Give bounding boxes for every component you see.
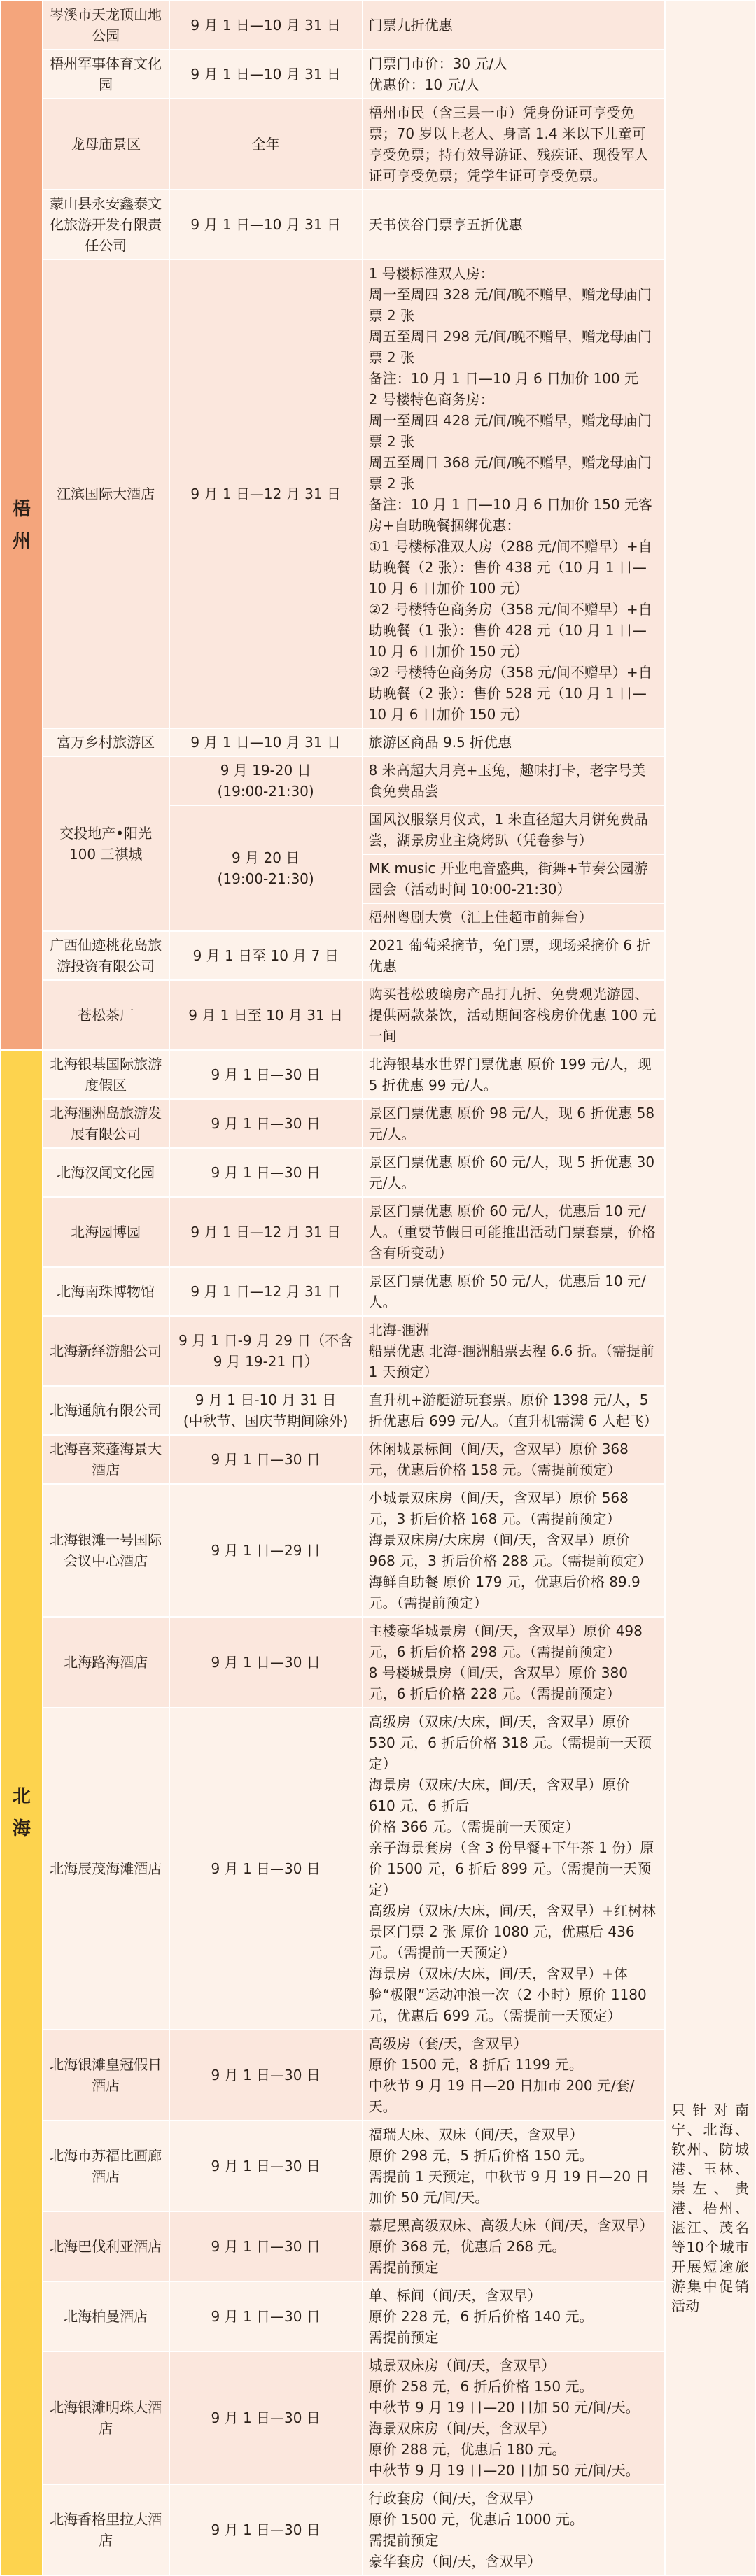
promo-offer: 直升机+游艇游玩套票。原价 1398 元/人，5 折优惠后 699 元/人。（直升机需满 6 人起飞） — [363, 1386, 665, 1435]
promo-offer: 城景双床房（间/天，含双早） 原价 258 元，6 折后价格 150 元。 中秋节 9 月 19 日—20 日加 50 元/间/天。 海景双床房（间/天，含双早） 原价 288 元，优惠后 180 元。 中秋节 9 月 19 日—20 日加 50 元/间/天。 — [363, 2351, 665, 2484]
promo-offer: 购买苍松玻璃房产品打九折、免费观光游园、提供两款茶饮，活动期间客栈房价优惠 100 元一间 — [363, 980, 665, 1050]
promo-offer: 小城景双床房（间/天，含双早）原价 568 元，3 折后价格 168 元。（需提前预定） 海景双床房/大床房（间/天，含双早）原价 968 元，3 折后价格 288 元。（需提前预定） 海鲜自助餐 原价 179 元，优惠后价格 89.9 元。（需提前预定） — [363, 1484, 665, 1617]
promo-offer: 景区门票优惠 原价 60 元/人，现 5 折优惠 30 元/人。 — [363, 1148, 665, 1197]
promo-date: 9 月 1 日-10 月 31 日 (中秋节、国庆节期间除外) — [169, 1386, 363, 1435]
promo-offer: 高级房（双床/大床，间/天，含双早）原价 530 元，6 折后价格 318 元。（需提前一天预定） 海景房（双床/大床，间/天，含双早）原价 610 元，6 折后 价格 366 元。（需提前一天预定） 亲子海景套房（含 3 份早餐+下午茶 1 份）原价 1500 元，6 折后 899 元。（需提前一天预定） 高级房（双床/大床，间/天，含双早）+红树林景区门票 2 张 原价 1080 元，优惠后 436 元。（需提前一天预定） 海景房（双床/大床，间/天，含双早）+体验“极限”运动冲浪一次（2 小时）原价 1180 元，优惠后 699 元。（需提前一天预定） — [363, 1708, 665, 2030]
promo-offer: 门票九折优惠 — [363, 1, 665, 50]
venue-name: 富万乡村旅游区 — [43, 728, 169, 756]
table-row — [1, 2351, 755, 2484]
promo-offer: 旅游区商品 9.5 折优惠 — [363, 728, 665, 756]
table-row — [1, 1050, 755, 1099]
promo-offer: 景区门票优惠 原价 60 元/人，优惠后 10 元/人。（重要节假日可能推出活动门票套票，价格含有所变动） — [363, 1197, 665, 1267]
venue-name: 北海涠洲岛旅游发展有限公司 — [43, 1099, 169, 1148]
promo-note: 只针对南宁、北海、钦州、防城港、玉林、崇左、贵港、梧州、湛江、茂名等10个城市开展短途旅游集中促销活动 — [665, 1, 755, 2575]
table-row — [1, 50, 755, 99]
promo-date: 9 月 20 日 (19:00-21:30) — [169, 805, 363, 931]
promo-date: 9 月 1 日-9 月 29 日（不含 9 月 19-21 日） — [169, 1316, 363, 1386]
table-row — [1, 2030, 755, 2121]
table-row — [1, 1435, 755, 1484]
promo-offer: 1 号楼标准双人房： 周一至周四 328 元/间/晚不赠早，赠龙母庙门票 2 张 周五至周日 298 元/间/晚不赠早，赠龙母庙门票 2 张 备注：10 月 1 日—10 月 6 日加价 100 元 2 号楼特色商务房： 周一至周四 428 元/间/晚不赠早，赠龙母庙门票 2 张 周五至周日 368 元/间/晚不赠早，赠龙母庙门票 2 张 备注：10 月 1 日—10 月 6 日加价 150 元客房+自助晚餐捆绑优惠： ①1 号楼标准双人房（288 元/间不赠早）+自助晚餐（2 张）：售价 438 元（10 月 1 日—10 月 6 日加价 100 元） ②2 号楼特色商务房（358 元/间不赠早）+自助晚餐（1 张）：售价 428 元（10 月 1 日—10 月 6 日加价 150 元） ③2 号楼特色商务房（358 元/间不赠早）+自助晚餐（2 张）：售价 528 元（10 月 1 日—10 月 6 日加价 150 元） — [363, 260, 665, 728]
region-label-wuzhou: 梧州 — [1, 1, 43, 1050]
promo-offer: 梧州粤剧大赏（汇上佳超市前舞台） — [363, 903, 665, 931]
table-row — [1, 99, 755, 190]
table-row — [1, 1197, 755, 1267]
promo-offer: 景区门票优惠 原价 98 元/人，现 6 折优惠 58 元/人。 — [363, 1099, 665, 1148]
table-row — [1, 2281, 755, 2351]
venue-name: 北海柏曼酒店 — [43, 2281, 169, 2351]
venue-name: 北海香格里拉大酒店 — [43, 2484, 169, 2575]
promo-date: 9 月 1 日—30 日 — [169, 1435, 363, 1484]
promo-offer: 行政套房（间/天，含双早） 原价 1500 元，优惠后 1000 元。 需提前预定 豪华套房（间/天，含双早） — [363, 2484, 665, 2575]
venue-name: 北海巴伐利亚酒店 — [43, 2211, 169, 2281]
venue-name: 北海市苏福比画廊酒店 — [43, 2121, 169, 2211]
promo-offer: 8 米高超大月亮+玉兔，趣味打卡，老字号美食免费品尝 — [363, 756, 665, 805]
promo-date: 9 月 1 日—30 日 — [169, 2351, 363, 2484]
table-row — [1, 2484, 755, 2575]
promo-date: 9 月 1 日至 10 月 31 日 — [169, 980, 363, 1050]
venue-name: 苍松茶厂 — [43, 980, 169, 1050]
promo-date: 9 月 1 日—30 日 — [169, 1708, 363, 2030]
promo-offer: 门票门市价：30 元/人 优惠价：10 元/人 — [363, 50, 665, 99]
venue-name: 北海汉闻文化园 — [43, 1148, 169, 1197]
venue-name: 岑溪市天龙顶山地公园 — [43, 1, 169, 50]
promo-offer: 天书侠谷门票享五折优惠 — [363, 190, 665, 260]
table-row — [1, 1617, 755, 1708]
promo-date: 9 月 1 日—30 日 — [169, 1148, 363, 1197]
promo-date: 9 月 1 日至 10 月 7 日 — [169, 931, 363, 980]
promo-date: 9 月 1 日—30 日 — [169, 2211, 363, 2281]
table-row — [1, 1099, 755, 1148]
promo-offer: 主楼豪华城景房（间/天，含双早）原价 498 元，6 折后价格 298 元。（需提前预定） 8 号楼城景房（间/天，含双早）原价 380 元，6 折后价格 228 元。（需提前预定） — [363, 1617, 665, 1708]
promo-date: 9 月 1 日—30 日 — [169, 2121, 363, 2211]
venue-name: 北海通航有限公司 — [43, 1386, 169, 1435]
venue-name: 江滨国际大酒店 — [43, 260, 169, 728]
venue-name: 北海辰茂海滩酒店 — [43, 1708, 169, 2030]
venue-name: 北海喜莱蓬海景大酒店 — [43, 1435, 169, 1484]
table-row — [1, 1148, 755, 1197]
promo-date: 全年 — [169, 99, 363, 190]
venue-name: 龙母庙景区 — [43, 99, 169, 190]
table-row — [1, 1708, 755, 2030]
promo-offer: 北海-涠洲 船票优惠 北海-涠洲船票去程 6.6 折。（需提前 1 天预定） — [363, 1316, 665, 1386]
table-row — [1, 980, 755, 1050]
table-row — [1, 1, 755, 50]
table-row — [1, 1484, 755, 1617]
venue-name: 北海路海酒店 — [43, 1617, 169, 1708]
promo-offer: 国风汉服祭月仪式，1 米直径超大月饼免费品尝，湖景房业主烧烤趴（凭卷参与） — [363, 805, 665, 854]
promo-date: 9 月 1 日—10 月 31 日 — [169, 50, 363, 99]
table-row — [1, 1267, 755, 1316]
promo-date: 9 月 1 日—12 月 31 日 — [169, 1267, 363, 1316]
table-row — [1, 2211, 755, 2281]
venue-name: 梧州军事体育文化园 — [43, 50, 169, 99]
table-row — [1, 756, 755, 805]
venue-name: 北海银滩一号国际会议中心酒店 — [43, 1484, 169, 1617]
table-row — [1, 931, 755, 980]
table-row — [1, 1386, 755, 1435]
table-row — [1, 2121, 755, 2211]
promo-date: 9 月 1 日—30 日 — [169, 2281, 363, 2351]
promo-offer: 景区门票优惠 原价 50 元/人，优惠后 10 元/人。 — [363, 1267, 665, 1316]
promo-offer: 福瑞大床、双床（间/天，含双早） 原价 298 元，5 折后价格 150 元。 需提前 1 天预定，中秋节 9 月 19 日—20 日加价 50 元/间/天。 — [363, 2121, 665, 2211]
promo-offer: 单、标间（间/天，含双早） 原价 228 元，6 折后价格 140 元。 需提前预定 — [363, 2281, 665, 2351]
promo-offer: 梧州市民（含三县一市）凭身份证可享受免票；70 岁以上老人、身高 1.4 米以下儿童可享受免票；持有效导游证、残疾证、现役军人证可享受免票；凭学生证可享受免票。 — [363, 99, 665, 190]
venue-name: 北海银滩皇冠假日酒店 — [43, 2030, 169, 2121]
venue-name: 广西仙迹桃花岛旅游投资有限公司 — [43, 931, 169, 980]
table-row — [1, 728, 755, 756]
venue-name: 蒙山县永安鑫泰文化旅游开发有限责任公司 — [43, 190, 169, 260]
promo-date: 9 月 1 日—30 日 — [169, 1099, 363, 1148]
promo-date: 9 月 1 日—30 日 — [169, 1617, 363, 1708]
promo-date: 9 月 1 日—12 月 31 日 — [169, 1197, 363, 1267]
venue-name: 交投地产•阳光 100 三祺城 — [43, 756, 169, 931]
promo-offer: 休闲城景标间（间/天，含双早）原价 368 元，优惠后价格 158 元。（需提前预定） — [363, 1435, 665, 1484]
table-row — [1, 190, 755, 260]
promo-offer: 2021 葡萄采摘节，免门票，现场采摘价 6 折优惠 — [363, 931, 665, 980]
promo-date: 9 月 1 日—10 月 31 日 — [169, 728, 363, 756]
venue-name: 北海新绎游船公司 — [43, 1316, 169, 1386]
promo-date: 9 月 1 日—30 日 — [169, 2484, 363, 2575]
promo-offer: MK music 开业电音盛典，街舞+节奏公园游园会（活动时间 10:00-21:30） — [363, 854, 665, 903]
region-label-beihai: 北海 — [1, 1050, 43, 2575]
venue-name: 北海南珠博物馆 — [43, 1267, 169, 1316]
promo-date: 9 月 1 日—29 日 — [169, 1484, 363, 1617]
promo-date: 9 月 1 日—12 月 31 日 — [169, 260, 363, 728]
promo-offer: 北海银基水世界门票优惠 原价 199 元/人，现 5 折优惠 99 元/人。 — [363, 1050, 665, 1099]
promo-date: 9 月 1 日—10 月 31 日 — [169, 1, 363, 50]
table-row — [1, 1316, 755, 1386]
table-row — [1, 260, 755, 728]
venue-name: 北海园博园 — [43, 1197, 169, 1267]
promo-date: 9 月 1 日—10 月 31 日 — [169, 190, 363, 260]
venue-name: 北海银基国际旅游度假区 — [43, 1050, 169, 1099]
venue-name: 北海银滩明珠大酒店 — [43, 2351, 169, 2484]
promo-offer: 高级房（套/天，含双早） 原价 1500 元，8 折后 1199 元。 中秋节 9 月 19 日—20 日加市 200 元/套/天。 — [363, 2030, 665, 2121]
promo-date: 9 月 19-20 日 (19:00-21:30) — [169, 756, 363, 805]
promo-date: 9 月 1 日—30 日 — [169, 1050, 363, 1099]
promo-date: 9 月 1 日—30 日 — [169, 2030, 363, 2121]
promo-offer: 慕尼黑高级双床、高级大床（间/天，含双早） 原价 368 元，优惠后 268 元。 需提前预定 — [363, 2211, 665, 2281]
